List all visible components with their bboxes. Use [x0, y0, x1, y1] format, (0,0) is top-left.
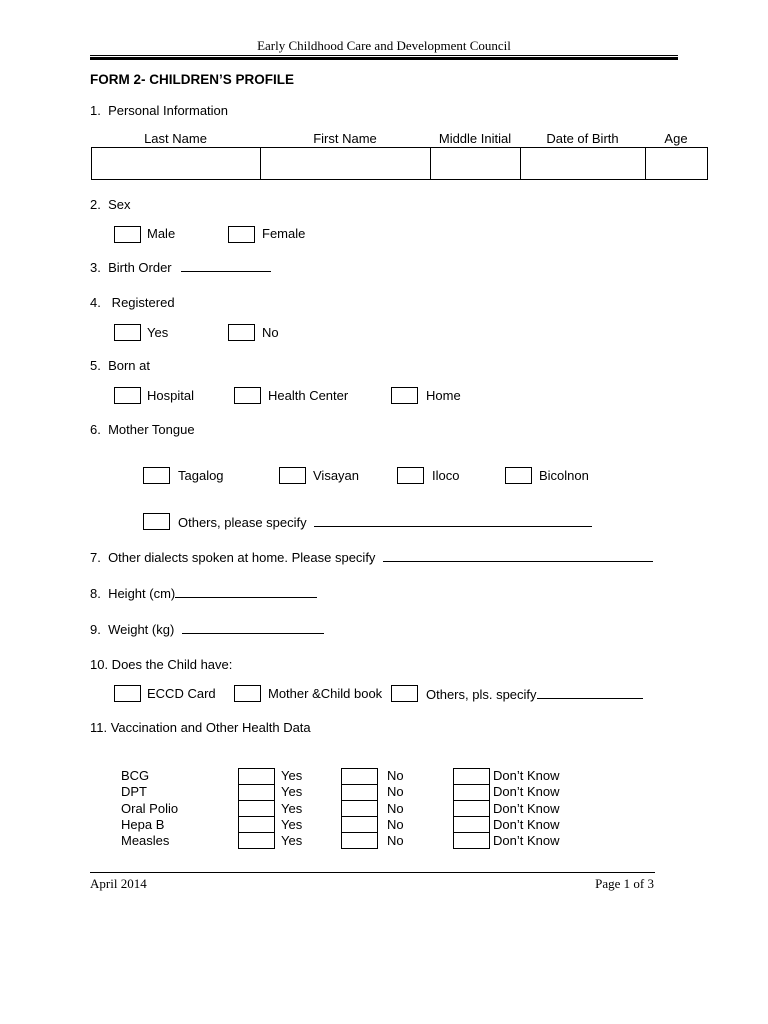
hepa-b-yes-label: Yes: [281, 816, 303, 832]
column-header-age: Age: [664, 131, 688, 146]
oral-polio-yes-checkbox[interactable]: [238, 800, 275, 817]
measles-dont-know-label: Don’t Know: [493, 833, 560, 849]
oral-polio-no-label: No: [387, 800, 404, 816]
oral-polio-no-checkbox[interactable]: [341, 800, 378, 817]
q7-label: 7. Other dialects spoken at home. Please specify: [90, 550, 376, 565]
height-line[interactable]: [175, 585, 317, 598]
female-checkbox[interactable]: [228, 226, 255, 243]
vaccine-oral-polio: Oral Polio: [121, 800, 179, 816]
measles-no-label: No: [387, 833, 404, 849]
dpt-yes-checkbox[interactable]: [238, 784, 275, 801]
q2-label: 2. Sex: [90, 197, 131, 212]
hepa-b-no-checkbox[interactable]: [341, 816, 378, 833]
others-tongue-checkbox[interactable]: [143, 513, 170, 530]
form-title: FORM 2- CHILDREN’S PROFILE: [90, 72, 295, 87]
dpt-yes-label: Yes: [281, 784, 303, 800]
health-center-label: Health Center: [268, 388, 349, 403]
mother-child-book-checkbox[interactable]: [234, 685, 261, 702]
oral-polio-dont-know-label: Don’t Know: [493, 800, 560, 816]
bicolnon-label: Bicolnon: [539, 468, 589, 483]
q10-label: 10. Does the Child have:: [90, 657, 233, 672]
measles-no-checkbox[interactable]: [341, 832, 378, 849]
others-have-label: Others, pls. specify: [426, 687, 537, 702]
q6-label: 6. Mother Tongue: [90, 422, 195, 437]
bicolnon-checkbox[interactable]: [505, 467, 532, 484]
q7-row: [90, 549, 653, 565]
column-header-first-name: First Name: [313, 131, 377, 146]
measles-yes-label: Yes: [281, 833, 303, 849]
others-have-checkbox[interactable]: [391, 685, 418, 702]
others-tongue-row: [178, 514, 592, 530]
q9-label: 9. Weight (kg): [90, 622, 175, 637]
middle-initial-field[interactable]: [431, 148, 521, 180]
column-header-last-name: Last Name: [144, 131, 207, 146]
date-of-birth-field[interactable]: [521, 148, 646, 180]
male-label: Male: [147, 226, 176, 241]
home-checkbox[interactable]: [391, 387, 418, 404]
registered-no-checkbox[interactable]: [228, 324, 255, 341]
other-dialects-line[interactable]: [383, 549, 653, 562]
q1-label: 1. Personal Information: [90, 103, 229, 118]
measles-yes-checkbox[interactable]: [238, 832, 275, 849]
personal-info-table: [91, 147, 708, 180]
bcg-no-label: No: [387, 768, 404, 783]
others-have-line[interactable]: [537, 686, 643, 699]
last-name-field[interactable]: [92, 148, 261, 180]
vaccine-list: [121, 768, 178, 849]
eccd-card-label: ECCD Card: [147, 686, 216, 701]
mother-child-book-label: Mother &Child book: [268, 686, 383, 701]
weight-line[interactable]: [182, 621, 324, 634]
q9-row: [90, 621, 324, 637]
q11-label: 11. Vaccination and Other Health Data: [90, 720, 311, 735]
bcg-yes-checkbox[interactable]: [238, 768, 275, 785]
column-header-date-of-birth: Date of Birth: [546, 131, 619, 146]
dpt-dont-know-checkbox[interactable]: [453, 784, 490, 801]
q3-label: 3. Birth Order: [90, 260, 172, 275]
others-have-row: [426, 686, 643, 702]
others-tongue-line[interactable]: [314, 514, 592, 527]
dpt-no-label: No: [387, 784, 404, 800]
tagalog-label: Tagalog: [178, 468, 224, 483]
registered-no-label: No: [262, 325, 279, 340]
oral-polio-dont-know-checkbox[interactable]: [453, 800, 490, 817]
male-checkbox[interactable]: [114, 226, 141, 243]
header-rule-thick: [90, 57, 678, 60]
q8-row: [90, 585, 317, 601]
female-label: Female: [262, 226, 306, 241]
vaccine-dpt: DPT: [121, 784, 147, 800]
vaccine-hepa-b: Hepa B: [121, 816, 165, 832]
hepa-b-dont-know-checkbox[interactable]: [453, 816, 490, 833]
bcg-no-checkbox[interactable]: [341, 768, 378, 785]
eccd-card-checkbox[interactable]: [114, 685, 141, 702]
measles-dont-know-checkbox[interactable]: [453, 832, 490, 849]
registered-yes-checkbox[interactable]: [114, 324, 141, 341]
footer-date: April 2014: [90, 876, 147, 891]
q4-label: 4. Registered: [90, 295, 175, 310]
no-labels: [387, 768, 404, 849]
yes-labels: [281, 768, 302, 849]
home-label: Home: [426, 388, 461, 403]
hospital-checkbox[interactable]: [114, 387, 141, 404]
health-center-checkbox[interactable]: [234, 387, 261, 404]
hepa-b-no-label: No: [387, 816, 404, 832]
hepa-b-yes-checkbox[interactable]: [238, 816, 275, 833]
q3-row: [90, 259, 271, 275]
dpt-no-checkbox[interactable]: [341, 784, 378, 801]
bcg-dont-know-checkbox[interactable]: [453, 768, 490, 785]
bcg-dont-know-label: Don’t Know: [493, 768, 560, 783]
header-rule-thin: [90, 55, 678, 56]
dpt-dont-know-label: Don’t Know: [493, 784, 560, 800]
header-org-name: Early Childhood Care and Development Council: [257, 38, 511, 53]
footer-page-number: Page 1 of 3: [595, 876, 654, 891]
vaccine-measles: Measles: [121, 833, 170, 849]
hepa-b-dont-know-label: Don’t Know: [493, 816, 560, 832]
vaccine-bcg: BCG: [121, 768, 150, 783]
q5-label: 5. Born at: [90, 358, 150, 373]
hospital-label: Hospital: [147, 388, 194, 403]
others-tongue-label: Others, please specify: [178, 515, 307, 530]
iloco-checkbox[interactable]: [397, 467, 424, 484]
footer-rule: [90, 872, 655, 873]
oral-polio-yes-label: Yes: [281, 800, 303, 816]
column-header-middle-initial: Middle Initial: [438, 131, 512, 146]
visayan-label: Visayan: [313, 468, 360, 483]
first-name-field[interactable]: [261, 148, 431, 180]
q8-label: 8. Height (cm): [90, 586, 176, 601]
dont-know-labels: [493, 768, 559, 849]
visayan-checkbox[interactable]: [279, 467, 306, 484]
registered-yes-label: Yes: [147, 325, 169, 340]
bcg-yes-label: Yes: [281, 768, 303, 783]
age-field[interactable]: [646, 148, 708, 180]
iloco-label: Iloco: [432, 468, 460, 483]
tagalog-checkbox[interactable]: [143, 467, 170, 484]
birth-order-line[interactable]: [181, 259, 271, 272]
